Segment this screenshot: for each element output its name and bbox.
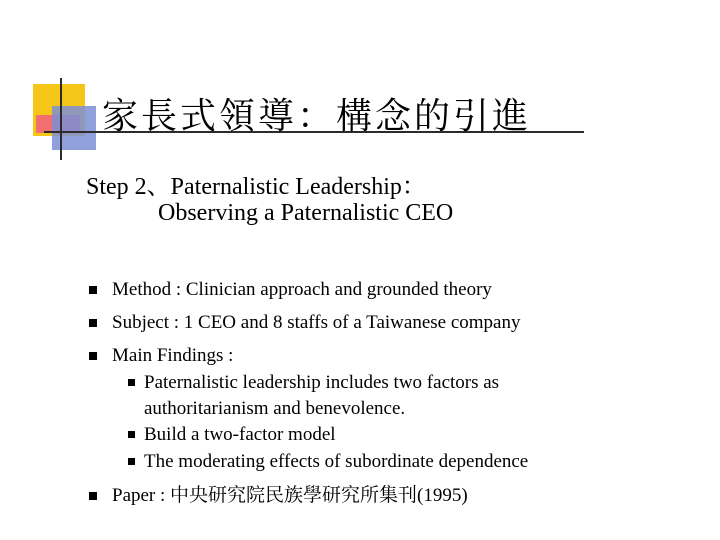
sub-bullet-two-factor-model-text: Build a two-factor model — [144, 424, 336, 445]
sub-bullet-paternalistic — [144, 371, 499, 395]
bullet-square-icon — [89, 492, 97, 500]
bullet-square-icon — [89, 319, 97, 327]
decor-blue-square — [52, 106, 96, 150]
bullet-subject-text: Subject : 1 CEO and 8 staffs of a Taiwanese company — [112, 312, 521, 333]
bullet-subject — [112, 311, 520, 335]
bullet-main-findings — [112, 344, 233, 368]
slide-title: 家長式領導：構念的引進 — [102, 96, 532, 136]
decor-vertical-rule — [60, 78, 62, 160]
bullet-method — [112, 278, 492, 302]
bullet-method-text: Method : Clinician approach and grounded theory — [112, 279, 492, 300]
sub-bullet-moderating-effects-text: The moderating effects of subordinate dependence — [144, 451, 529, 472]
sub-bullet-paternalistic-text-2: authoritarianism and benevolence. — [144, 398, 406, 419]
bullet-paper-text: Paper : 中央研究院民族學研究所集刊(1995) — [112, 485, 468, 506]
sub-bullet-square-icon — [128, 431, 135, 438]
sub-bullet-two-factor-model — [144, 423, 336, 447]
sub-bullet-square-icon — [128, 379, 135, 386]
bullet-main-findings-text: Main Findings : — [112, 345, 234, 366]
bullet-square-icon — [89, 352, 97, 360]
bullet-square-icon — [89, 286, 97, 294]
step-subheading: Observing a Paternalistic CEO — [158, 200, 454, 226]
sub-bullet-paternalistic-continuation — [144, 397, 405, 421]
sub-bullet-moderating-effects — [144, 450, 528, 474]
bullet-paper — [112, 484, 468, 508]
sub-bullet-paternalistic-text: Paternalistic leadership includes two factors as — [144, 372, 500, 393]
step-heading: Step 2、Paternalistic Leadership： — [86, 174, 426, 200]
sub-bullet-square-icon — [128, 458, 135, 465]
